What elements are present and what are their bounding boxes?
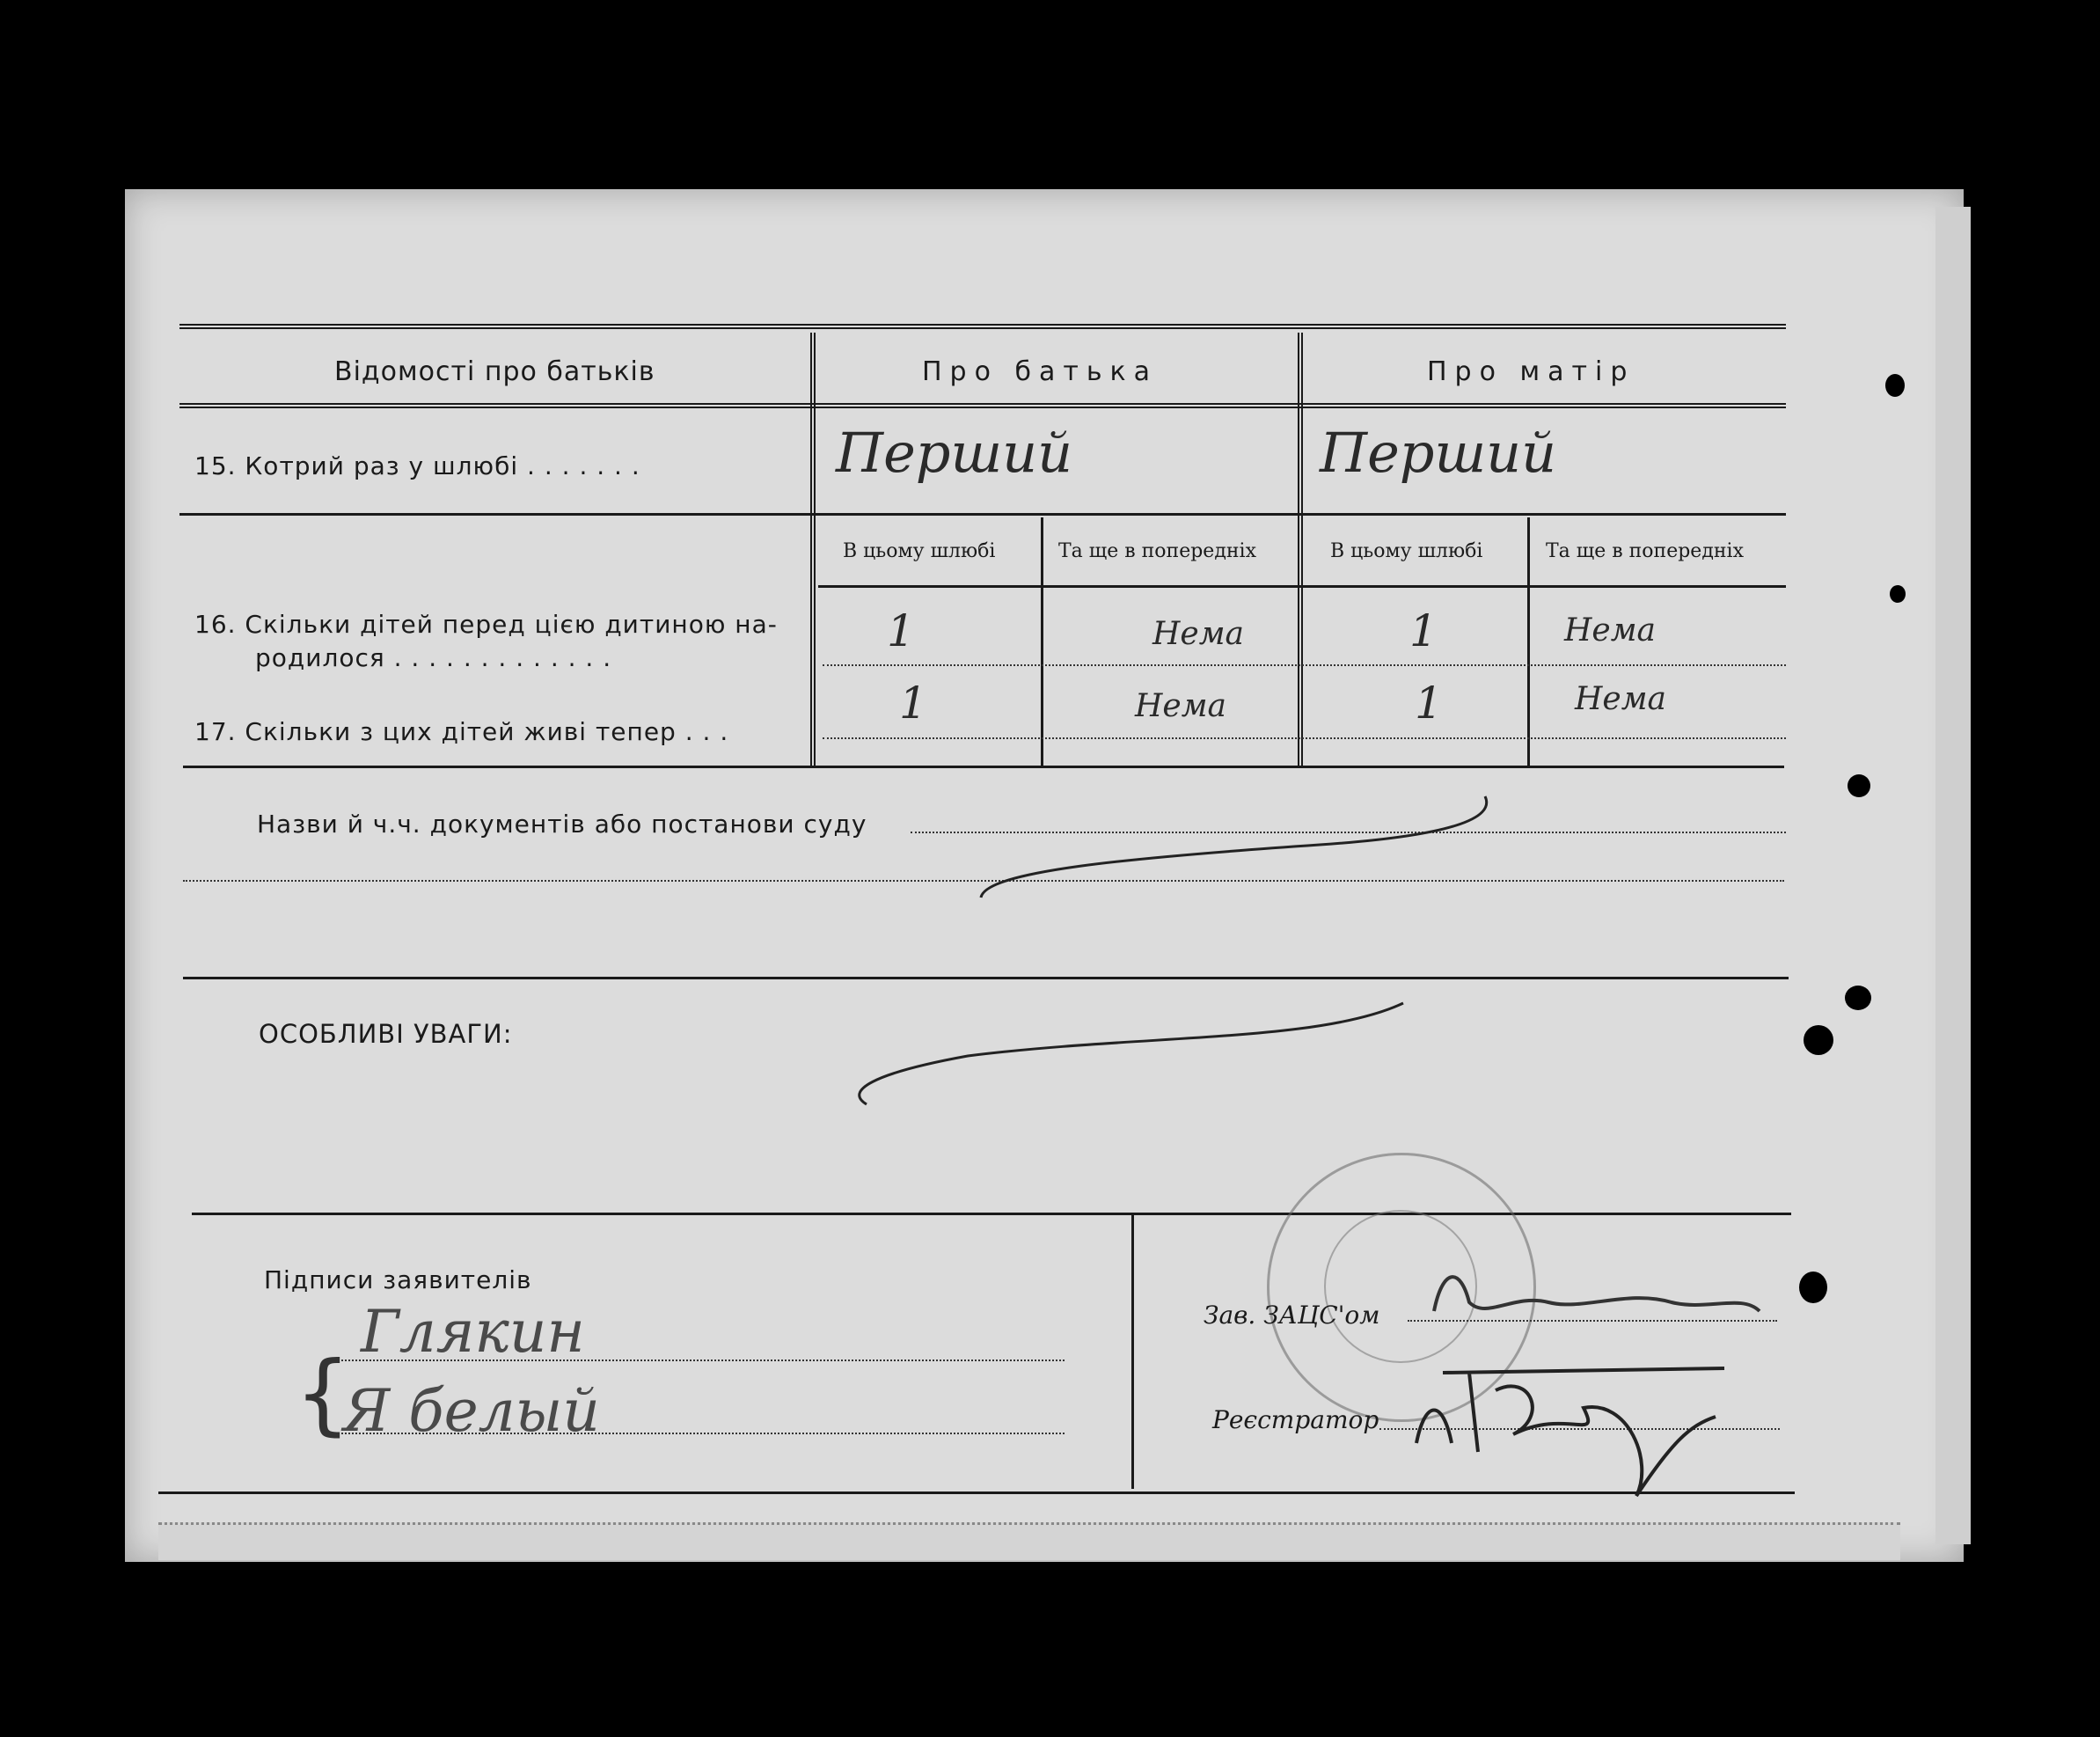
subheader-mother-this-marriage: В цьому шлюбі <box>1330 540 1483 562</box>
signature-2: Я белый <box>343 1377 600 1445</box>
row17-father-prev: Нема <box>1135 688 1227 724</box>
header-about-father: Про батька <box>922 356 1159 387</box>
row16-father-this: 1 <box>887 605 915 656</box>
subheader-father-this-marriage: В цьому шлюбі <box>843 540 996 562</box>
row17-mother-prev: Нема <box>1575 681 1667 717</box>
row16-mother-this: 1 <box>1409 605 1438 656</box>
row17-label: 17. Скільки з цих дітей живі тепер . . . <box>194 717 729 746</box>
signature-1: Глякин <box>361 1298 585 1366</box>
row17-father-this: 1 <box>899 678 927 729</box>
notes-label: ОСОБЛИВІ УВАГИ: <box>259 1019 513 1049</box>
subheader-mother-previous: Та ще в попередніх <box>1546 540 1744 562</box>
documents-label: Назви й ч.ч. документів або постанови суду <box>257 810 867 839</box>
row16-father-prev: Нема <box>1152 616 1245 652</box>
subheader-father-previous: Та ще в попередніх <box>1058 540 1256 562</box>
row16-label-line1: 16. Скільки дітей перед цією дитиною на- <box>194 610 778 639</box>
row15-mother-value: Перший <box>1320 421 1557 485</box>
header-about-mother: Про матір <box>1427 356 1635 387</box>
row15-label: 15. Котрий раз у шлюбі . . . . . . . <box>194 451 640 480</box>
signatures-brace: { <box>295 1342 351 1445</box>
header-info-about-parents: Відомості про батьків <box>334 356 655 387</box>
registrar-label: Реєстратор <box>1212 1405 1379 1434</box>
row16-label-line2: родилося . . . . . . . . . . . . . <box>255 643 612 672</box>
row15-father-value: Перший <box>836 421 1073 485</box>
head-label: Зав. ЗАЦС'ом <box>1204 1301 1380 1330</box>
row16-mother-prev: Нема <box>1564 612 1657 649</box>
row17-mother-this: 1 <box>1415 678 1443 729</box>
signatures-label: Підписи заявителів <box>264 1265 532 1294</box>
